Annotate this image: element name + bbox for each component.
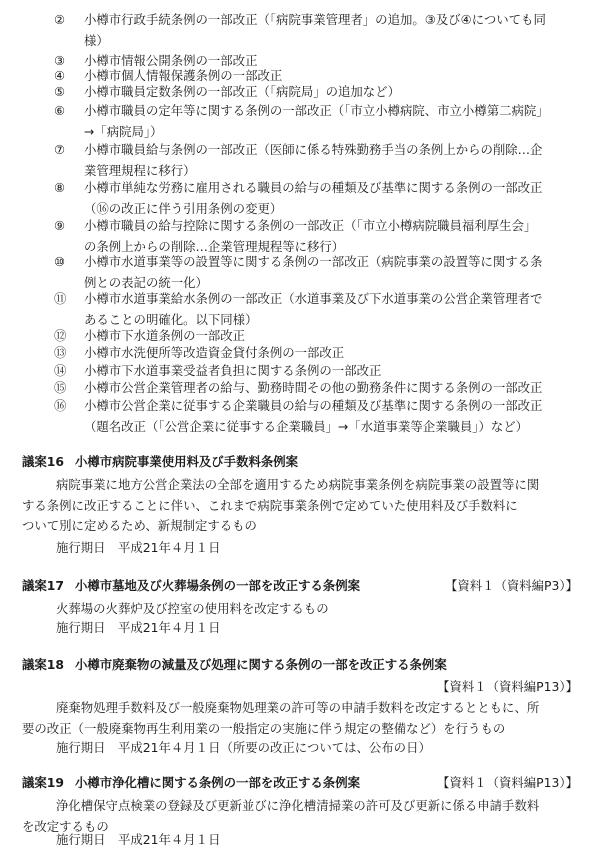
amendment-number: ⑫ xyxy=(54,328,67,343)
bill-description: 火葬場の火葬炉及び控室の使用料を改定するもの xyxy=(56,601,329,616)
amendment-text: 小樽市情報公開条例の一部改正 xyxy=(84,53,258,68)
amendment-text: 小樽市公営企業に従事する企業職員の給与の種類及び基準に関する条例の一部改正 （題名改正（「公営企業に従事する企業職員」→「水道事業等企業職員」）など） xyxy=(84,398,543,434)
amendment-number: ④ xyxy=(54,68,66,83)
bill-heading xyxy=(22,576,578,597)
amendment-number: ⑯ xyxy=(54,398,67,413)
bill-description: 廃棄物処理手数料及び一般廃棄物処理業の許可等の申請手数料を改定するとともに、所 要の改正（一般廃棄物再生利用業の一般指定の実施に伴う規定の整備など）を行うもの xyxy=(22,700,540,736)
amendment-item xyxy=(54,252,578,293)
amendment-item xyxy=(54,178,578,219)
amendment-number: ⑨ xyxy=(54,218,66,233)
bill-title: 小樽市浄化槽に関する条例の一部を改正する条例案 xyxy=(75,775,360,790)
amendment-number: ⑦ xyxy=(54,142,66,157)
amendment-text: 小樽市水洗便所等改造資金貸付条例の一部改正 xyxy=(84,345,345,360)
amendment-number: ⑭ xyxy=(54,363,67,378)
amendment-text: 小樽市職員の定年等に関する条例の一部改正（「市立小樽病院、市立小樽第二病院」 →「病院局」） xyxy=(84,103,549,139)
bill-description: 浄化槽保守点検業の登録及び更新並びに浄化槽清掃業の許可及び更新に係る申請手数料 を改定するもの xyxy=(22,798,540,834)
amendment-item xyxy=(54,10,578,51)
amendment-text: 小樽市単純な労務に雇用される職員の給与の種類及び基準に関する条例の一部改正 （⑯の改正に伴う引用条例の変更） xyxy=(84,180,543,216)
bill-heading xyxy=(22,452,578,473)
amendment-text: 小樽市職員給与条例の一部改正（医師に係る特殊勤務手当の条例上からの削除…企 業管理規程に移行） xyxy=(84,142,543,178)
amendment-text: 小樽市水道事業等の設置等に関する条例の一部改正（病院事業の設置等に関する条 例との表記の統一化） xyxy=(84,254,543,290)
bill-title: 小樽市墓地及び火葬場条例の一部を改正する条例案 xyxy=(75,578,360,593)
amendment-text: 小樽市下水道事業受益者負担に関する条例の一部改正 xyxy=(84,363,382,378)
bill-number: 議案16 xyxy=(22,454,65,469)
reference-label: 【資料１（資料編P13）】 xyxy=(437,775,578,790)
bill-description: 病院事業に地方公営企業法の全部を適用するため病院事業条例を病院事業の設置等に関 する条例に改正することに伴い、これまで病院事業条例で定めていた使用料及び手数料に ついて別に定めるため、新規制定するもの xyxy=(22,477,540,533)
amendment-item xyxy=(54,396,578,437)
amendment-text: 小樽市下水道条例の一部改正 xyxy=(84,328,246,343)
bill-number: 議案19 xyxy=(22,775,65,790)
amendment-number: ③ xyxy=(54,53,66,68)
amendment-number: ② xyxy=(54,12,66,27)
effective-date: 施行期日 平成21年４月１日（所要の改正については、公布の日） xyxy=(56,740,431,755)
amendment-number: ⑬ xyxy=(54,345,67,360)
reference-label: 【資料１（資料編P3）】 xyxy=(444,578,578,593)
amendment-number: ⑥ xyxy=(54,103,66,118)
bill-number: 議案18 xyxy=(22,657,65,672)
reference-label: 【資料１（資料編P13）】 xyxy=(437,679,578,694)
amendment-text: 小樽市公営企業管理者の給与、勤務時間その他の勤務条件に関する条例の一部改正 xyxy=(84,380,543,395)
amendment-item xyxy=(54,82,578,103)
bill-title: 小樽市廃棄物の減量及び処理に関する条例の一部を改正する条例案 xyxy=(75,657,447,672)
amendment-number: ⑪ xyxy=(54,291,67,306)
amendment-text: 小樽市個人情報保護条例の一部改正 xyxy=(84,68,283,83)
effective-date: 施行期日 平成21年４月１日 xyxy=(56,832,221,847)
amendment-item xyxy=(54,216,578,257)
amendment-text: 小樽市職員の給与控除に関する条例の一部改正（「市立小樽病院職員福利厚生会」 の条例上からの削除…企業管理規程等に移行） xyxy=(84,218,537,254)
amendment-number: ⑤ xyxy=(54,84,66,99)
amendment-number: ⑧ xyxy=(54,180,66,195)
amendment-text: 小樽市行政手続条例の一部改正（「病院事業管理者」の追加。③及び④についても同 様） xyxy=(84,12,546,48)
amendment-text: 小樽市職員定数条例の一部改正（「病院局」の追加など） xyxy=(84,84,400,99)
amendment-item xyxy=(54,289,578,330)
amendment-text: 小樽市水道事業給水条例の一部改正（水道事業及び下水道事業の公営企業管理者で あることの明確化。以下同様） xyxy=(84,291,543,327)
effective-date: 施行期日 平成21年４月１日 xyxy=(56,620,221,635)
amendment-number: ⑩ xyxy=(54,254,66,269)
bill-heading xyxy=(22,773,578,794)
amendment-number: ⑮ xyxy=(54,380,67,395)
bill-title: 小樽市病院事業使用料及び手数料条例案 xyxy=(75,454,299,469)
amendment-item xyxy=(54,101,578,142)
amendment-item xyxy=(54,140,578,181)
bill-heading xyxy=(22,655,578,676)
effective-date: 施行期日 平成21年４月１日 xyxy=(56,540,221,555)
bill-number: 議案17 xyxy=(22,578,65,593)
